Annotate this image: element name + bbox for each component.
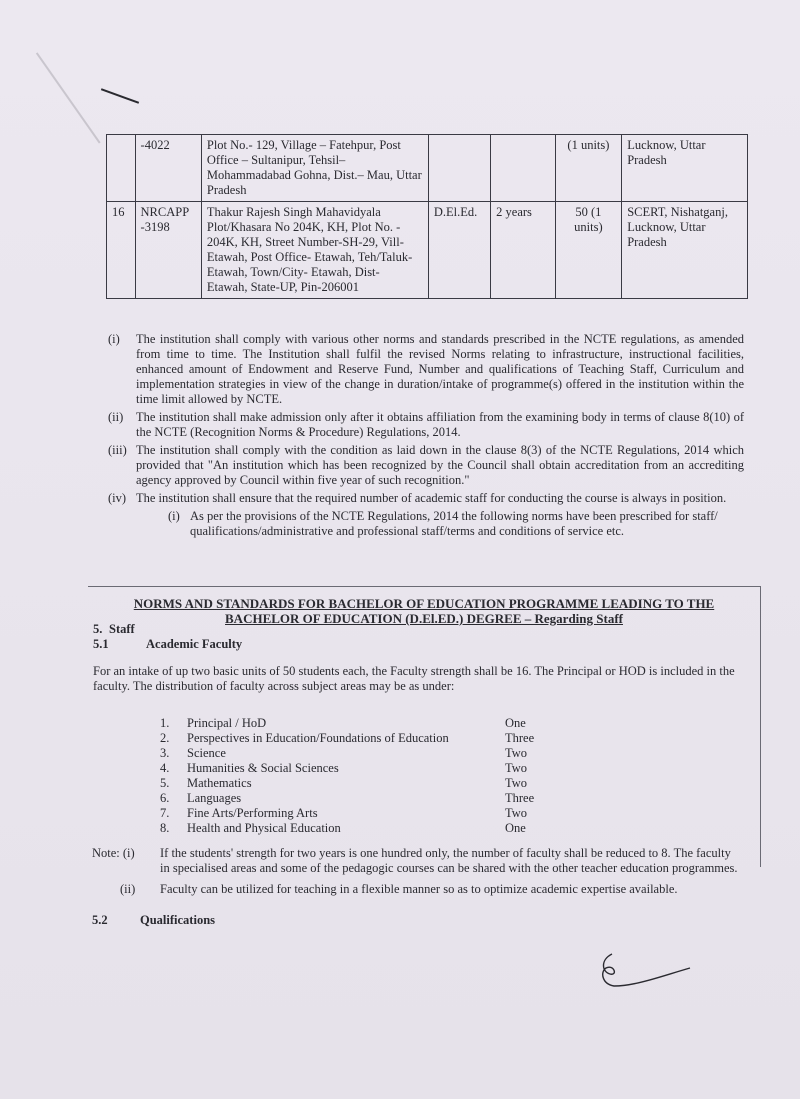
sub-condition-text: As per the provisions of the NCTE Regulations, 2014 the following norms have been prescribed for staff/ qualifications/administrative and professional staff/terms and conditions of service etc. bbox=[190, 509, 718, 538]
item-count: Three bbox=[505, 791, 535, 805]
item-subject: Mathematics bbox=[187, 776, 252, 790]
cell-code: -4022 bbox=[135, 135, 201, 202]
note-item bbox=[92, 846, 742, 876]
sub-condition-number: (i) bbox=[168, 509, 180, 523]
qualifications-heading bbox=[92, 913, 215, 928]
staff-number: 5. bbox=[93, 622, 103, 636]
qualifications-number: 5.2 bbox=[92, 913, 108, 927]
condition-number: (iv) bbox=[108, 491, 127, 505]
item-count: Two bbox=[505, 746, 528, 760]
norms-title-line1: NORMS AND STANDARDS FOR BACHELOR OF EDUCATION PROGRAMME LEADING TO THE bbox=[133, 596, 715, 611]
cell-address: Plot No.- 129, Village – Fatehpur, Post Office – Sultanipur, Tehsil– Mohammadabad Gohna, Dist.– Mau, Uttar Pradesh bbox=[201, 135, 428, 202]
intake-paragraph: For an intake of up two basic units of 50 students each, the Faculty strength shall be 16. The Principal or HOD is included in the faculty. The distribution of faculty across subject areas may be as under: bbox=[93, 664, 735, 693]
item-number: 6. bbox=[160, 791, 170, 805]
condition-number: (iii) bbox=[108, 443, 127, 457]
cell-duration: 2 years bbox=[491, 202, 556, 299]
condition-number: (i) bbox=[108, 332, 120, 346]
item-subject: Languages bbox=[187, 791, 242, 805]
list-item bbox=[160, 731, 580, 746]
list-item bbox=[160, 746, 580, 761]
item-count: One bbox=[505, 716, 526, 730]
condition-text: The institution shall make admission only after it obtains affiliation from the examining body in terms of clause 8(10) of the NCTE (Recognition Norms & Procedure) Regulations, 2014. bbox=[136, 410, 744, 439]
cell-course bbox=[428, 135, 490, 202]
norms-title bbox=[88, 596, 760, 626]
item-count: Two bbox=[505, 806, 528, 820]
note-label: (ii) bbox=[120, 882, 136, 896]
list-item bbox=[160, 761, 580, 776]
condition-item bbox=[108, 332, 744, 407]
item-count: Three bbox=[505, 731, 535, 745]
list-item bbox=[160, 716, 580, 731]
condition-text: The institution shall comply with various other norms and standards prescribed in the NCTE regulations, as amended from time to time. The Institution shall fulfil the revised Norms relating to infrastructure, instructional facilities, enhanced amount of Endowment and Reserve Fund, Number and qualifications of Teaching Staff, Curriculum and implementation strategies in view of the change in duration/intake of programme(s) offered in the institution within the time limit allowed by NCTE. bbox=[136, 332, 744, 406]
item-subject: Humanities & Social Sciences bbox=[187, 761, 339, 775]
list-item bbox=[160, 821, 580, 836]
condition-item bbox=[108, 491, 744, 506]
list-item bbox=[160, 776, 580, 791]
item-count: One bbox=[505, 821, 526, 835]
cell-intake: (1 units) bbox=[555, 135, 622, 202]
condition-text: The institution shall ensure that the required number of academic staff for conducting the course is always in position. bbox=[136, 491, 727, 505]
condition-item bbox=[108, 443, 744, 488]
item-count: Two bbox=[505, 776, 528, 790]
item-number: 8. bbox=[160, 821, 170, 835]
table-row bbox=[107, 135, 748, 202]
cell-serial bbox=[107, 135, 136, 202]
item-number: 7. bbox=[160, 806, 170, 820]
cell-course: D.El.Ed. bbox=[428, 202, 490, 299]
qualifications-label: Qualifications bbox=[140, 913, 216, 927]
academic-faculty-number: 5.1 bbox=[93, 637, 109, 651]
item-count: Two bbox=[505, 761, 528, 775]
item-subject: Fine Arts/Performing Arts bbox=[187, 806, 318, 820]
academic-faculty-label: Academic Faculty bbox=[146, 637, 243, 651]
academic-faculty-heading bbox=[93, 637, 242, 652]
item-number: 5. bbox=[160, 776, 170, 790]
list-item bbox=[160, 791, 580, 806]
conditions-list bbox=[108, 332, 744, 539]
staff-heading bbox=[93, 622, 135, 637]
sub-condition-item bbox=[168, 509, 744, 539]
table-row bbox=[107, 202, 748, 299]
cell-affiliating-body: SCERT, Nishatganj, Lucknow, Uttar Pradesh bbox=[622, 202, 748, 299]
note-text: Faculty can be utilized for teaching in a flexible manner so as to optimize academic expertise available. bbox=[160, 882, 678, 896]
item-number: 2. bbox=[160, 731, 170, 745]
cell-duration bbox=[491, 135, 556, 202]
item-number: 4. bbox=[160, 761, 170, 775]
staff-label: Staff bbox=[109, 622, 135, 636]
item-subject: Science bbox=[187, 746, 226, 760]
item-subject: Perspectives in Education/Foundations of Education bbox=[187, 731, 449, 745]
cell-serial: 16 bbox=[107, 202, 136, 299]
item-subject: Principal / HoD bbox=[187, 716, 267, 730]
notes-section bbox=[92, 846, 742, 903]
list-item bbox=[160, 806, 580, 821]
faculty-distribution-list bbox=[160, 716, 580, 836]
condition-item bbox=[108, 410, 744, 440]
institution-table bbox=[106, 134, 748, 299]
note-item bbox=[92, 882, 742, 897]
cell-code: NRCAPP -3198 bbox=[135, 202, 201, 299]
paper-fold-mark bbox=[36, 6, 166, 143]
cell-affiliating-body: Lucknow, Uttar Pradesh bbox=[622, 135, 748, 202]
norms-title-line2: BACHELOR OF EDUCATION (D.El.ED.) DEGREE – Regarding Staff bbox=[225, 611, 623, 626]
condition-number: (ii) bbox=[108, 410, 124, 424]
signature-mark bbox=[592, 946, 702, 996]
note-text: If the students' strength for two years is one hundred only, the number of faculty shall be reduced to 8. The faculty in specialised areas and some of the pedagogic courses can be shared with the other teacher education programmes. bbox=[160, 846, 738, 875]
item-number: 1. bbox=[160, 716, 170, 730]
condition-text: The institution shall comply with the condition as laid down in the clause 8(3) of the NCTE Regulations, 2014 which provided that "An institution which has been recognized by the Council shall obtain accreditation from an accrediting agency approved by Council within five year of such recognition." bbox=[136, 443, 744, 487]
cell-intake: 50 (1 units) bbox=[555, 202, 622, 299]
item-subject: Health and Physical Education bbox=[187, 821, 341, 835]
item-number: 3. bbox=[160, 746, 170, 760]
cell-address: Thakur Rajesh Singh Mahavidyala Plot/Khasara No 204K, KH, Plot No. - 204K, KH, Street Number-SH-29, Vill-Etawah, Post Office- Etawah, Teh/Taluk-Etawah, Town/City- Etawah, Dist- Etawah, State-UP, Pin-206001 bbox=[201, 202, 428, 299]
note-label: Note: (i) bbox=[92, 846, 135, 860]
